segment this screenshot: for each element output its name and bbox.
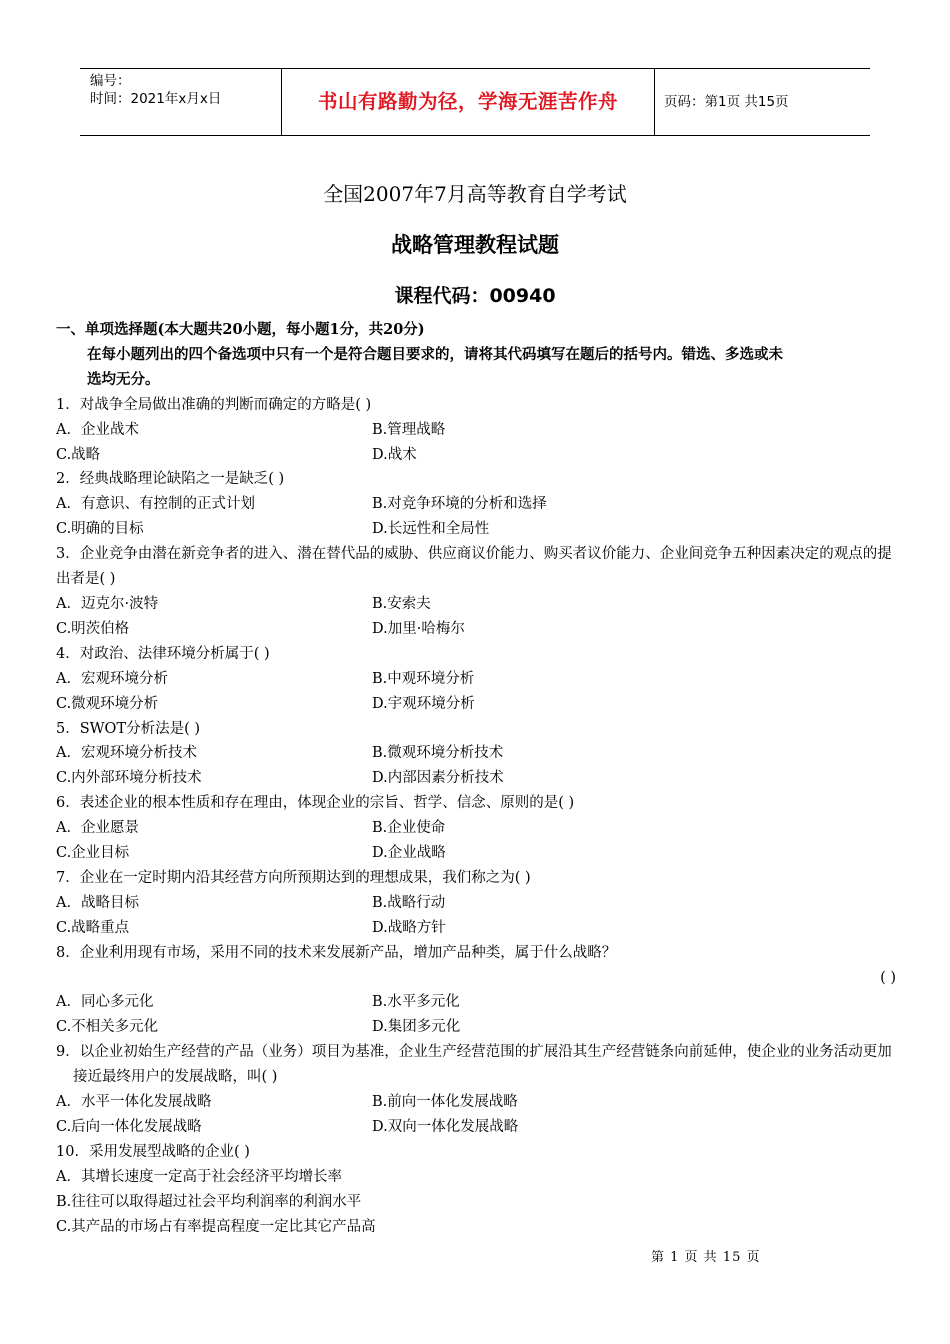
option-row — [56, 841, 898, 866]
option-c: C.后向一体化发展战略 — [56, 1119, 202, 1135]
option-row — [56, 766, 898, 791]
exam-content — [56, 318, 898, 1240]
option-row — [56, 1090, 898, 1115]
option-c: C.明茨伯格 — [56, 620, 130, 637]
option-b: B.水平多元化 — [372, 994, 460, 1011]
option-c: C.不相关多元化 — [56, 1019, 159, 1036]
option-d: D.内部因素分析技术 — [372, 770, 504, 787]
option-row — [56, 1015, 898, 1040]
option-d: D.双向一体化发展战略 — [372, 1119, 519, 1135]
option-a: A．企业战术 — [56, 421, 139, 438]
option-c: C.明确的目标 — [56, 521, 144, 538]
option-row — [56, 443, 898, 468]
option-d: D.战略方针 — [372, 919, 446, 936]
option-row — [56, 617, 898, 642]
question-stem: 5．SWOT分析法是( ) — [56, 720, 201, 737]
question-stem: 7．企业在一定时期内沿其经营方向所预期达到的理想成果，我们称之为( ) — [56, 869, 531, 886]
option-a: A．迈克尔·波特 — [56, 595, 159, 612]
option-row — [56, 990, 898, 1015]
option-row — [56, 667, 898, 692]
option-a: A．有意识、有控制的正式计划 — [56, 496, 255, 513]
option-c: C.内外部环境分析技术 — [56, 770, 202, 787]
option-d: D.战术 — [372, 446, 417, 463]
option-row — [56, 492, 898, 517]
option-row — [56, 692, 898, 717]
option-row — [56, 592, 898, 617]
section-instruction-cont: 选均无分。 — [87, 370, 160, 388]
option-row — [56, 916, 898, 941]
question-stem: 1．对战争全局做出准确的判断而确定的方略是( ) — [56, 396, 372, 413]
option-d: D.加里·哈梅尔 — [372, 620, 465, 637]
question-stem: 10．采用发展型战略的企业( ) — [56, 1143, 250, 1160]
header-meta — [80, 69, 282, 135]
option-c: C.战略 — [56, 446, 101, 463]
option-b: B.前向一体化发展战略 — [372, 1094, 518, 1111]
option-a: A．宏观环境分析技术 — [56, 745, 197, 762]
option-d: D.集团多元化 — [372, 1019, 461, 1036]
answer-parentheses: ( ) — [880, 969, 896, 986]
exam-title: 全国2007年7月高等教育自学考试 — [323, 182, 627, 206]
option-a: A．其增长速度一定高于社会经济平均增长率 — [56, 1168, 342, 1185]
option-row — [56, 418, 898, 443]
question-stem: 2．经典战略理论缺陷之一是缺乏( ) — [56, 471, 285, 488]
option-d: D.企业战略 — [372, 845, 446, 862]
option-b: B.战略行动 — [372, 894, 446, 911]
option-a: A．同心多元化 — [56, 994, 154, 1011]
question-stem: 8．企业利用现有市场，采用不同的技术来发展新产品，增加产品种类，属于什么战略？ — [56, 944, 617, 961]
option-row — [56, 517, 898, 542]
page-footer: 第 1 页 共 15 页 — [651, 1250, 761, 1265]
option-row — [56, 1115, 898, 1140]
option-row — [56, 741, 898, 766]
question-stem: 6．表述企业的根本性质和存在理由，体现企业的宗旨、哲学、信念、原则的是( ) — [56, 795, 575, 812]
section-instruction: 在每小题列出的四个备选项中只有一个是符合题目要求的，请将其代码填写在题后的括号内。错选、多选或未 — [87, 345, 783, 363]
option-b: B.对竞争环境的分析和选择 — [372, 496, 547, 513]
option-c: C.微观环境分析 — [56, 695, 159, 712]
option-b: B.微观环境分析技术 — [372, 745, 504, 762]
section-title: 一、单项选择题(本大题共20小题，每小题1分，共20分) — [56, 321, 425, 338]
page-header — [80, 68, 870, 136]
option-a: A．战略目标 — [56, 894, 139, 911]
question-stem: 4．对政治、法律环境分析属于( ) — [56, 645, 270, 662]
document-date-label: 时间：2021年x月x日 — [90, 91, 222, 107]
option-d: D.长远性和全局性 — [372, 521, 490, 538]
header-motto: 书山有路勤为径，学海无涯苦作舟 — [282, 69, 655, 135]
option-c: C.企业目标 — [56, 845, 130, 862]
option-row — [56, 891, 898, 916]
option-a: A．水平一体化发展战略 — [56, 1094, 212, 1111]
question-stem: 3．企业竞争由潜在新竞争者的进入、潜在替代品的威胁、供应商议价能力、购买者议价能力、企业间竞争五种因素决定的观点的提出者是( ) — [56, 546, 892, 588]
subject-title: 战略管理教程试题 — [391, 233, 559, 257]
option-c: C.战略重点 — [56, 919, 130, 936]
option-row — [56, 816, 898, 841]
option-d: D.宇观环境分析 — [372, 695, 475, 712]
document-number-label: 编号： — [90, 73, 131, 89]
question-stem: 9．以企业初始生产经营的产品（业务）项目为基准，企业生产经营范围的扩展沿其生产经营链条向前延伸，使企业的业务活动更加接近最终用户的发展战略，叫( ) — [56, 1044, 892, 1086]
option-c: C.其产品的市场占有率提高程度一定比其它产品高 — [56, 1218, 376, 1235]
option-b: B.安索夫 — [372, 595, 431, 612]
header-page-info: 页码：第1页 共15页 — [664, 94, 789, 110]
option-b: B.往往可以取得超过社会平均利润率的利润水平 — [56, 1193, 362, 1210]
course-code: 课程代码：00940 — [394, 285, 556, 307]
option-b: B.企业使命 — [372, 820, 446, 837]
option-a: A．宏观环境分析 — [56, 670, 168, 687]
option-b: B.中观环境分析 — [372, 670, 475, 687]
option-a: A．企业愿景 — [56, 820, 139, 837]
option-b: B.管理战略 — [372, 421, 446, 438]
